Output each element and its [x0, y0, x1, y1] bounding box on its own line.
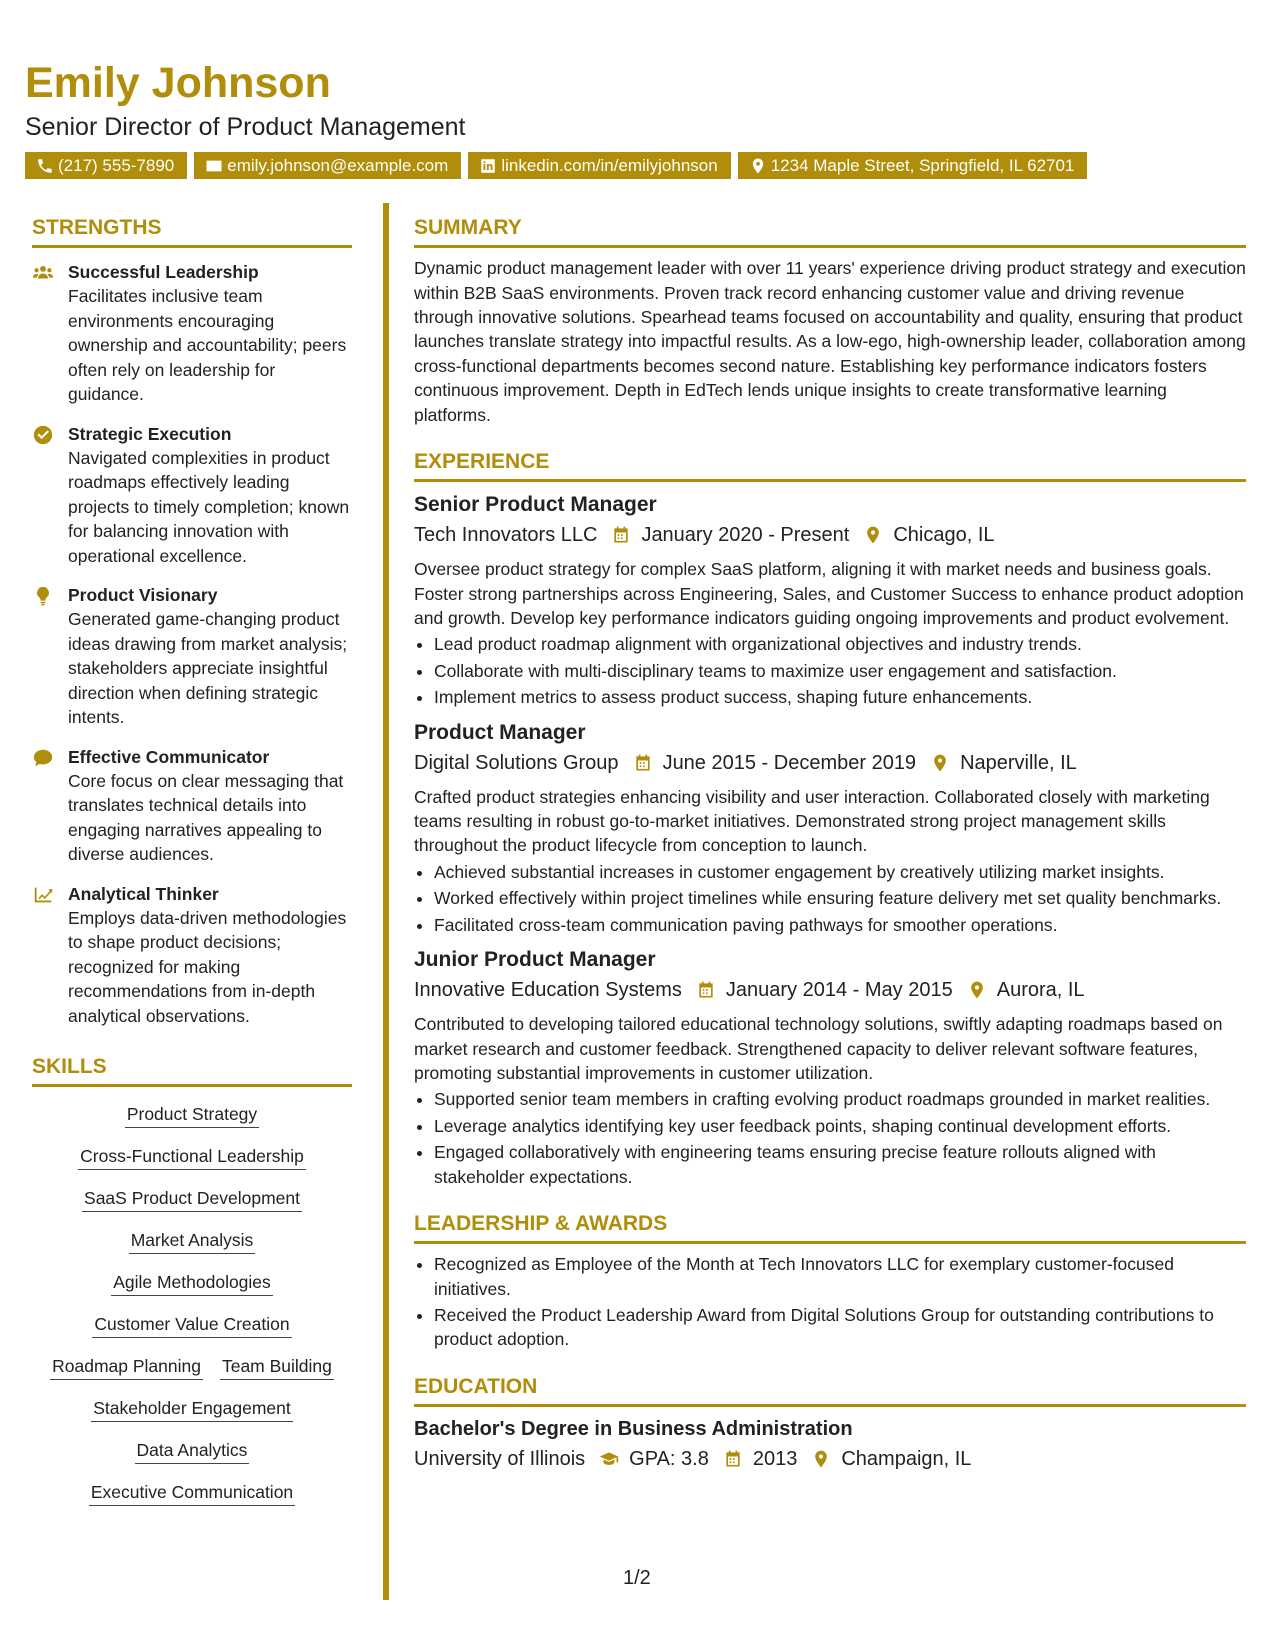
job-company: Tech Innovators LLC: [414, 524, 598, 547]
contact-bar: [25, 152, 1087, 179]
phone-icon: [36, 157, 54, 175]
strength-title: Effective Communicator: [68, 746, 270, 767]
job-dates: January 2014 - May 2015: [725, 979, 953, 1002]
job-meta: [414, 521, 1246, 549]
job-bullet: • Engaged collaboratively with engineering teams ensuring precise feature rollouts aligned with stakeholder expectations.: [434, 1140, 1246, 1189]
education-meta: [414, 1445, 1246, 1473]
summary-text: Dynamic product management leader with over 11 years' experience driving product strategy and execution within B2B SaaS environments. Proven track record enhancing customer value and driving revenue through innovative solutions. Spearhead teams focused on accountability and quality, ensuring that product launches translate strategy into impactful results. As a low-ego, high-ownership leader, collaboration among cross-functional departments becomes second nature. Establishing key performance indicators fosters continuous improvement. Depth in EdTech lends unique insights to create transformative learning platforms.: [414, 258, 1246, 425]
skill-tag: Executive Communication: [89, 1479, 295, 1506]
skill-tag: SaaS Product Development: [82, 1185, 302, 1212]
strength-title: Strategic Execution: [68, 423, 232, 444]
job-company: Digital Solutions Group: [414, 751, 619, 774]
job-company: Innovative Education Systems: [414, 979, 682, 1002]
job-bullet: • Achieved substantial increases in customer engagement by creatively utilizing market insights.: [434, 860, 1246, 884]
strength-item: [32, 583, 352, 730]
job-meta: [414, 749, 1246, 777]
check-circle-icon: [32, 424, 54, 446]
experience-section: [414, 449, 1246, 1189]
skill-tag: Cross-Functional Leadership: [78, 1143, 306, 1170]
calendar-icon: [723, 1449, 743, 1469]
skill-tag: Stakeholder Engagement: [91, 1395, 293, 1422]
calendar-icon: [696, 980, 716, 1000]
strength-title: Successful Leadership: [68, 262, 259, 283]
job-bullet: • Collaborate with multi-disciplinary teams to maximize user engagement and satisfaction.: [434, 659, 1246, 683]
right-column: [414, 215, 1246, 1473]
award-item: • Recognized as Employee of the Month at Tech Innovators LLC for exemplary customer-focused initiatives.: [434, 1252, 1246, 1301]
speech-bubble-icon: [32, 747, 54, 769]
skill-tag: Market Analysis: [129, 1227, 256, 1254]
skill-tag: Agile Methodologies: [111, 1269, 273, 1296]
graduation-cap-icon: [599, 1449, 619, 1469]
contact-email-text: emily.johnson@example.com: [227, 155, 449, 175]
strength-title: Analytical Thinker: [68, 883, 219, 904]
skills-list: [32, 1101, 352, 1506]
awards-heading: LEADERSHIP & AWARDS: [414, 1211, 1246, 1244]
award-item: • Received the Product Leadership Award from Digital Solutions Group for outstanding contributions to product adoption.: [434, 1303, 1246, 1352]
education-heading: EDUCATION: [414, 1374, 1246, 1407]
skill-tag: Product Strategy: [125, 1101, 259, 1128]
job-bullet: • Worked effectively within project timelines while ensuring feature delivery met set quality benchmarks.: [434, 886, 1246, 910]
awards-list: [414, 1252, 1246, 1352]
strength-item: [32, 882, 352, 1029]
skill-tag: Roadmap Planning: [50, 1353, 203, 1380]
graduation-year: 2013: [752, 1447, 798, 1470]
job-bullets: [414, 632, 1246, 709]
experience-heading: EXPERIENCE: [414, 449, 1246, 482]
gpa: GPA: 3.8: [629, 1447, 709, 1470]
strengths-heading: STRENGTHS: [32, 215, 352, 248]
map-pin-icon: [863, 525, 883, 545]
job-dates: June 2015 - December 2019: [662, 751, 917, 774]
summary-heading: SUMMARY: [414, 215, 1246, 248]
map-pin-icon: [811, 1449, 831, 1469]
job-bullet: • Lead product roadmap alignment with organizational objectives and industry trends.: [434, 632, 1246, 656]
job-entry: [414, 491, 1246, 709]
school-location: Champaign, IL: [841, 1447, 972, 1470]
job-entry: [414, 946, 1246, 1189]
job-bullets: [414, 860, 1246, 937]
job-dates: January 2020 - Present: [641, 524, 850, 547]
candidate-title: Senior Director of Product Management: [25, 113, 466, 141]
job-title: Senior Product Manager: [414, 493, 657, 517]
map-pin-icon: [967, 980, 987, 1000]
strength-desc: Employs data-driven methodologies to shape product decisions; recognized for making recommendations from in-depth analytical observations.: [68, 907, 347, 1026]
strength-item: [32, 422, 352, 569]
job-bullet: • Leverage analytics identifying key user feedback points, shaping continual development efforts.: [434, 1114, 1246, 1138]
strengths-list: [32, 260, 352, 1028]
envelope-icon: [205, 157, 223, 175]
strength-desc: Generated game-changing product ideas drawing from market analysis; stakeholders appreciate insightful direction when defining strategic intents.: [68, 609, 348, 728]
contact-linkedin[interactable]: [468, 152, 730, 179]
job-location: Naperville, IL: [960, 751, 1077, 774]
strength-desc: Navigated complexities in product roadmaps effectively leading projects to timely completion; known for balancing innovation with operational excellence.: [68, 447, 350, 566]
job-meta: [414, 976, 1246, 1004]
skill-tag: Data Analytics: [135, 1437, 250, 1464]
strength-title: Product Visionary: [68, 585, 218, 606]
job-bullets: [414, 1087, 1246, 1189]
contact-email[interactable]: [194, 152, 461, 179]
map-pin-icon: [749, 157, 767, 175]
summary-section: [414, 215, 1246, 427]
lightbulb-icon: [32, 585, 54, 607]
contact-phone-text: (217) 555-7890: [58, 155, 175, 175]
map-pin-icon: [930, 753, 950, 773]
strength-item: [32, 260, 352, 407]
users-icon: [32, 262, 54, 284]
job-bullet: • Supported senior team members in crafting evolving product roadmaps grounded in market realities.: [434, 1087, 1246, 1111]
job-summary: Contributed to developing tailored educational technology solutions, swiftly adapting roadmaps based on market research and customer feedback. Strengthened capacity to deliver relevant software features, promoting substantial improvements in customer utilization.: [414, 1014, 1223, 1083]
strength-desc: Core focus on clear messaging that translates technical details into engaging narratives appealing to diverse audiences.: [68, 770, 344, 865]
awards-section: [414, 1211, 1246, 1352]
candidate-name: Emily Johnson: [25, 59, 331, 107]
skill-tag: Customer Value Creation: [92, 1311, 291, 1338]
skill-tag: Team Building: [220, 1353, 334, 1380]
job-location: Aurora, IL: [996, 979, 1085, 1002]
linkedin-icon: [479, 157, 497, 175]
job-bullet: • Facilitated cross-team communication paving pathways for smoother operations.: [434, 913, 1246, 937]
contact-address-text: 1234 Maple Street, Springfield, IL 62701: [770, 155, 1075, 175]
page-number: 1/2: [623, 1567, 651, 1589]
job-summary: Oversee product strategy for complex SaaS platform, aligning it with market needs and business goals. Foster strong partnerships across Engineering, Sales, and Customer Success to enhance product adoption and growth. Develop key performance indicators guiding ongoing improvements and product evolvement.: [414, 559, 1244, 629]
left-column: [32, 215, 352, 1506]
job-title: Product Manager: [414, 720, 586, 744]
strength-desc: Facilitates inclusive team environments encouraging ownership and accountability; peers often rely on leadership for guidance.: [68, 286, 347, 405]
job-bullet: • Implement metrics to assess product success, shaping future enhancements.: [434, 685, 1246, 709]
school-name: University of Illinois: [414, 1447, 586, 1470]
degree-title: Bachelor's Degree in Business Administration: [414, 1417, 853, 1440]
calendar-icon: [633, 753, 653, 773]
strength-item: [32, 745, 352, 867]
skills-heading: SKILLS: [32, 1054, 352, 1087]
calendar-icon: [611, 525, 631, 545]
column-divider: [383, 203, 389, 1600]
education-section: [414, 1374, 1246, 1473]
job-summary: Crafted product strategies enhancing visibility and user interaction. Collaborated closely with marketing teams resulting in robust go-to-market initiatives. Demonstrated strong project management skills throughout the product lifecycle from conception to launch.: [414, 786, 1210, 856]
contact-address: [738, 152, 1088, 179]
contact-phone[interactable]: [25, 152, 187, 179]
job-title: Junior Product Manager: [414, 948, 656, 972]
contact-linkedin-text: linkedin.com/in/emilyjohnson: [501, 155, 718, 175]
job-location: Chicago, IL: [893, 524, 995, 547]
chart-line-icon: [32, 884, 54, 906]
job-entry: [414, 719, 1246, 937]
